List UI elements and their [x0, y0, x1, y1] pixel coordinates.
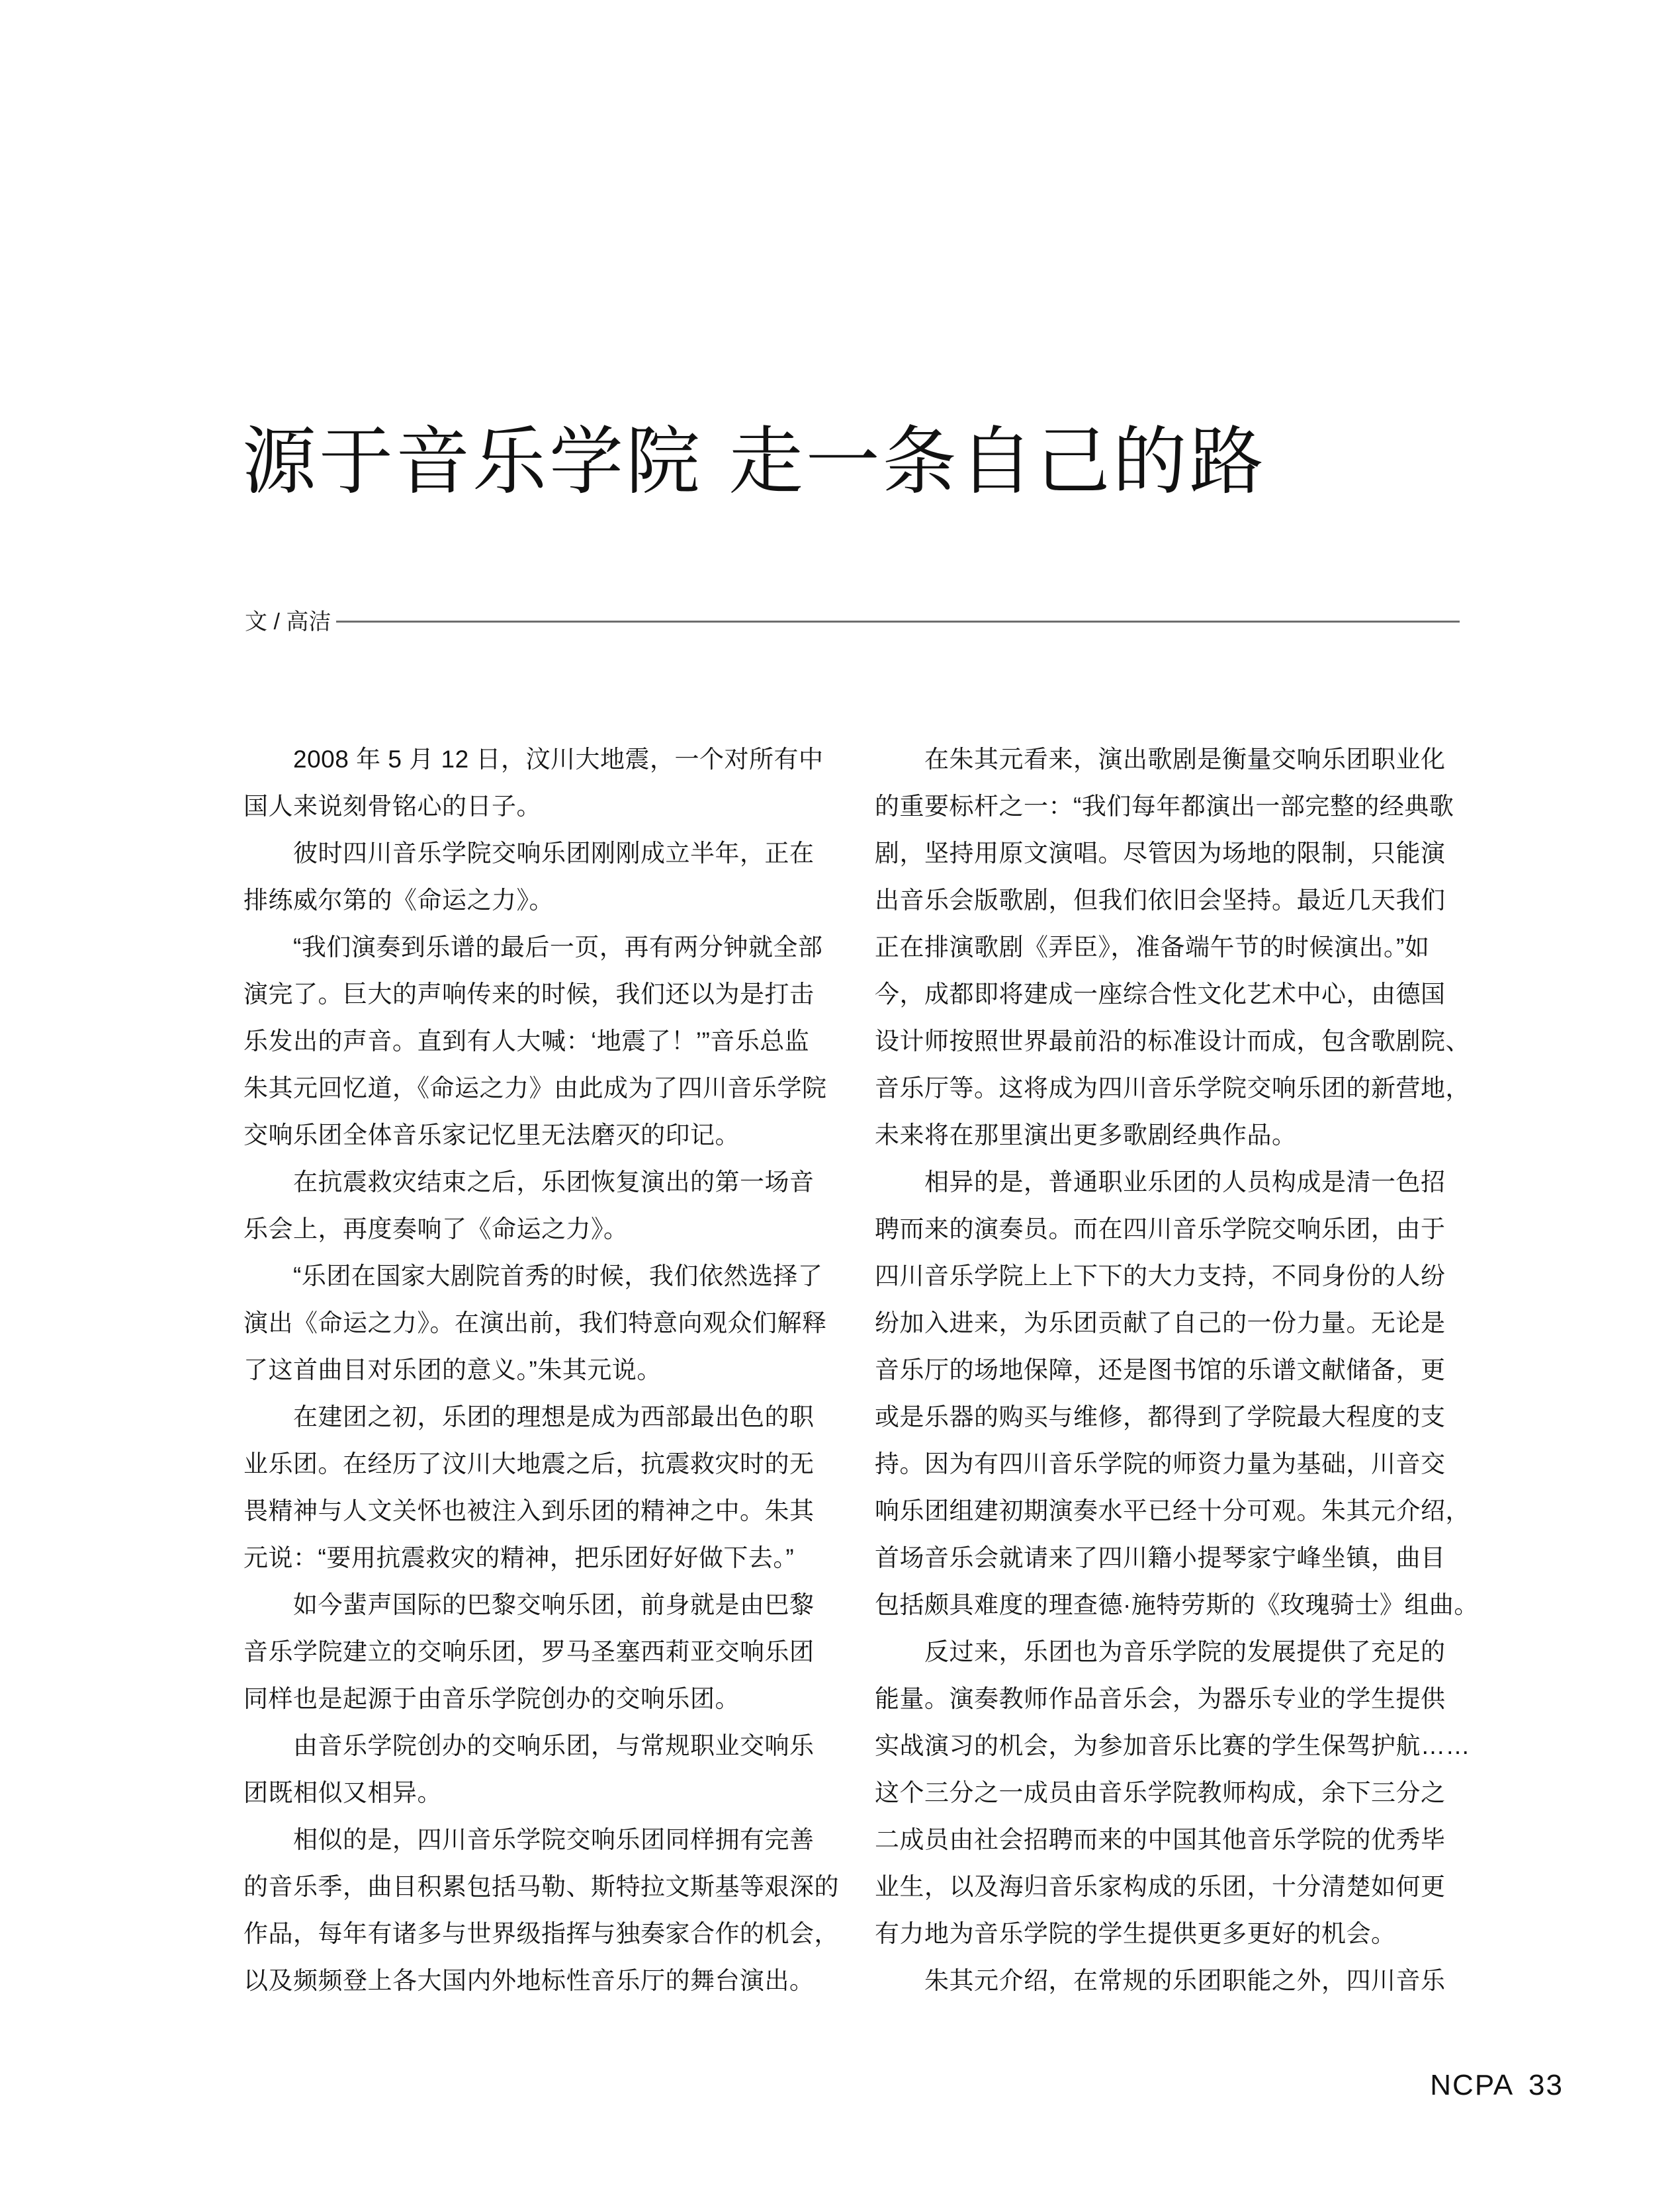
- text-line: 未来将在那里演出更多歌剧经典作品。: [875, 1121, 1297, 1149]
- text-line: 相异的是，普通职业乐团的人员构成是清一色招: [875, 1168, 1446, 1196]
- text-line: “乐团在国家大剧院首秀的时候，我们依然选择了: [243, 1262, 823, 1290]
- text-line: 音乐厅的场地保障，还是图书馆的乐谱文献储备，更: [875, 1356, 1446, 1383]
- text-line: 2008 年 5 月 12 日，汶川大地震，一个对所有中: [243, 746, 824, 773]
- text-line: 反过来，乐团也为音乐学院的发展提供了充足的: [875, 1638, 1446, 1665]
- text-line: 出音乐会版歌剧，但我们依旧会坚持。最近几天我们: [875, 887, 1446, 914]
- text-line: 实战演习的机会，为参加音乐比赛的学生保驾护航……: [875, 1732, 1470, 1759]
- text-line: 能量。演奏教师作品音乐会，为器乐专业的学生提供: [875, 1685, 1446, 1712]
- text-line: 音乐学院建立的交响乐团，罗马圣塞西莉亚交响乐团: [243, 1638, 815, 1665]
- text-line: 二成员由社会招聘而来的中国其他音乐学院的优秀毕: [875, 1826, 1446, 1853]
- text-line: 四川音乐学院上上下下的大力支持，不同身份的人纷: [875, 1262, 1446, 1290]
- text-line: 团既相似又相异。: [243, 1779, 442, 1806]
- text-line: 的音乐季，曲目积累包括马勒、斯特拉文斯基等艰深的: [243, 1873, 839, 1900]
- text-line: 如今蜚声国际的巴黎交响乐团，前身就是由巴黎: [243, 1591, 815, 1618]
- text-line: 有力地为音乐学院的学生提供更多更好的机会。: [875, 1920, 1396, 1947]
- text-line: 在朱其元看来，演出歌剧是衡量交响乐团职业化: [875, 746, 1446, 773]
- text-line: 彼时四川音乐学院交响乐团刚刚成立半年，正在: [243, 840, 815, 867]
- text-line: 剧，坚持用原文演唱。尽管因为场地的限制，只能演: [875, 840, 1446, 867]
- text-line: 今，成都即将建成一座综合性文化艺术中心，由德国: [875, 981, 1446, 1008]
- text-line: 交响乐团全体音乐家记忆里无法磨灭的印记。: [243, 1121, 740, 1149]
- text-line: 纷加入进来，为乐团贡献了自己的一份力量。无论是: [875, 1309, 1446, 1336]
- text-line: 设计师按照世界最前沿的标准设计而成，包含歌剧院、: [875, 1028, 1470, 1055]
- text-line: 业生，以及海归音乐家构成的乐团，十分清楚如何更: [875, 1873, 1446, 1900]
- text-line: 正在排演歌剧《弄臣》，准备端午节的时候演出。”如: [875, 934, 1430, 961]
- text-line: 由音乐学院创办的交响乐团，与常规职业交响乐: [243, 1732, 815, 1759]
- text-line: 在建团之初，乐团的理想是成为西部最出色的职: [243, 1403, 815, 1430]
- text-line: 国人来说刻骨铭心的日子。: [243, 793, 541, 820]
- text-line: 聘而来的演奏员。而在四川音乐学院交响乐团，由于: [875, 1215, 1446, 1243]
- article-title: 源于音乐学院 走一条自己的路: [242, 419, 1266, 505]
- right-column: [875, 736, 1479, 2004]
- left-column: [243, 736, 839, 2004]
- text-line: 业乐团。在经历了汶川大地震之后，抗震救灾时的无: [243, 1450, 815, 1477]
- text-line: 朱其元回忆道，《命运之力》由此成为了四川音乐学院: [243, 1074, 827, 1102]
- text-line: 演出《命运之力》。在演出前，我们特意向观众们解释: [243, 1309, 827, 1336]
- text-line: 的重要标杆之一：“我们每年都演出一部完整的经典歌: [875, 793, 1454, 820]
- text-line: 持。因为有四川音乐学院的师资力量为基础，川音交: [875, 1450, 1446, 1477]
- text-line: 元说：“要用抗震救灾的精神，把乐团好好做下去。”: [243, 1544, 795, 1571]
- text-line: 乐发出的声音。直到有人大喊：‘地震了！’”音乐总监: [243, 1028, 810, 1055]
- text-line: 包括颇具难度的理查德·施特劳斯的《玫瑰骑士》组曲。: [875, 1591, 1479, 1618]
- text-line: 这个三分之一成员由音乐学院教师构成，余下三分之: [875, 1779, 1446, 1806]
- text-line: 乐会上，再度奏响了《命运之力》。: [243, 1215, 629, 1243]
- text-line: 相似的是，四川音乐学院交响乐团同样拥有完善: [243, 1826, 815, 1853]
- text-line: 或是乐器的购买与维修，都得到了学院最大程度的支: [875, 1403, 1446, 1430]
- text-line: 首场音乐会就请来了四川籍小提琴家宁峰坐镇，曲目: [875, 1544, 1446, 1571]
- text-line: 朱其元介绍，在常规的乐团职能之外，四川音乐: [875, 1967, 1446, 1994]
- text-line: 同样也是起源于由音乐学院创办的交响乐团。: [243, 1685, 740, 1712]
- text-line: 演完了。巨大的声响传来的时候，我们还以为是打击: [243, 981, 815, 1008]
- text-line: 作品，每年有诸多与世界级指挥与独奏家合作的机会，: [243, 1920, 839, 1947]
- text-line: “我们演奏到乐谱的最后一页，再有两分钟就全部: [243, 934, 823, 961]
- text-line: 在抗震救灾结束之后，乐团恢复演出的第一场音: [243, 1168, 815, 1196]
- text-line: 响乐团组建初期演奏水平已经十分可观。朱其元介绍，: [875, 1497, 1470, 1524]
- text-line: 畏精神与人文关怀也被注入到乐团的精神之中。朱其: [243, 1497, 815, 1524]
- text-line: 音乐厅等。这将成为四川音乐学院交响乐团的新营地，: [875, 1074, 1470, 1102]
- text-line: 了这首曲目对乐团的意义。”朱其元说。: [243, 1356, 662, 1383]
- byline-rule: [336, 621, 1460, 623]
- text-line: 以及频频登上各大国内外地标性音乐厅的舞台演出。: [243, 1967, 815, 1994]
- text-line: 排练威尔第的《命运之力》。: [243, 887, 554, 914]
- page-number: NCPA 33: [1430, 2069, 1564, 2101]
- byline: 文 / 高洁: [245, 609, 332, 635]
